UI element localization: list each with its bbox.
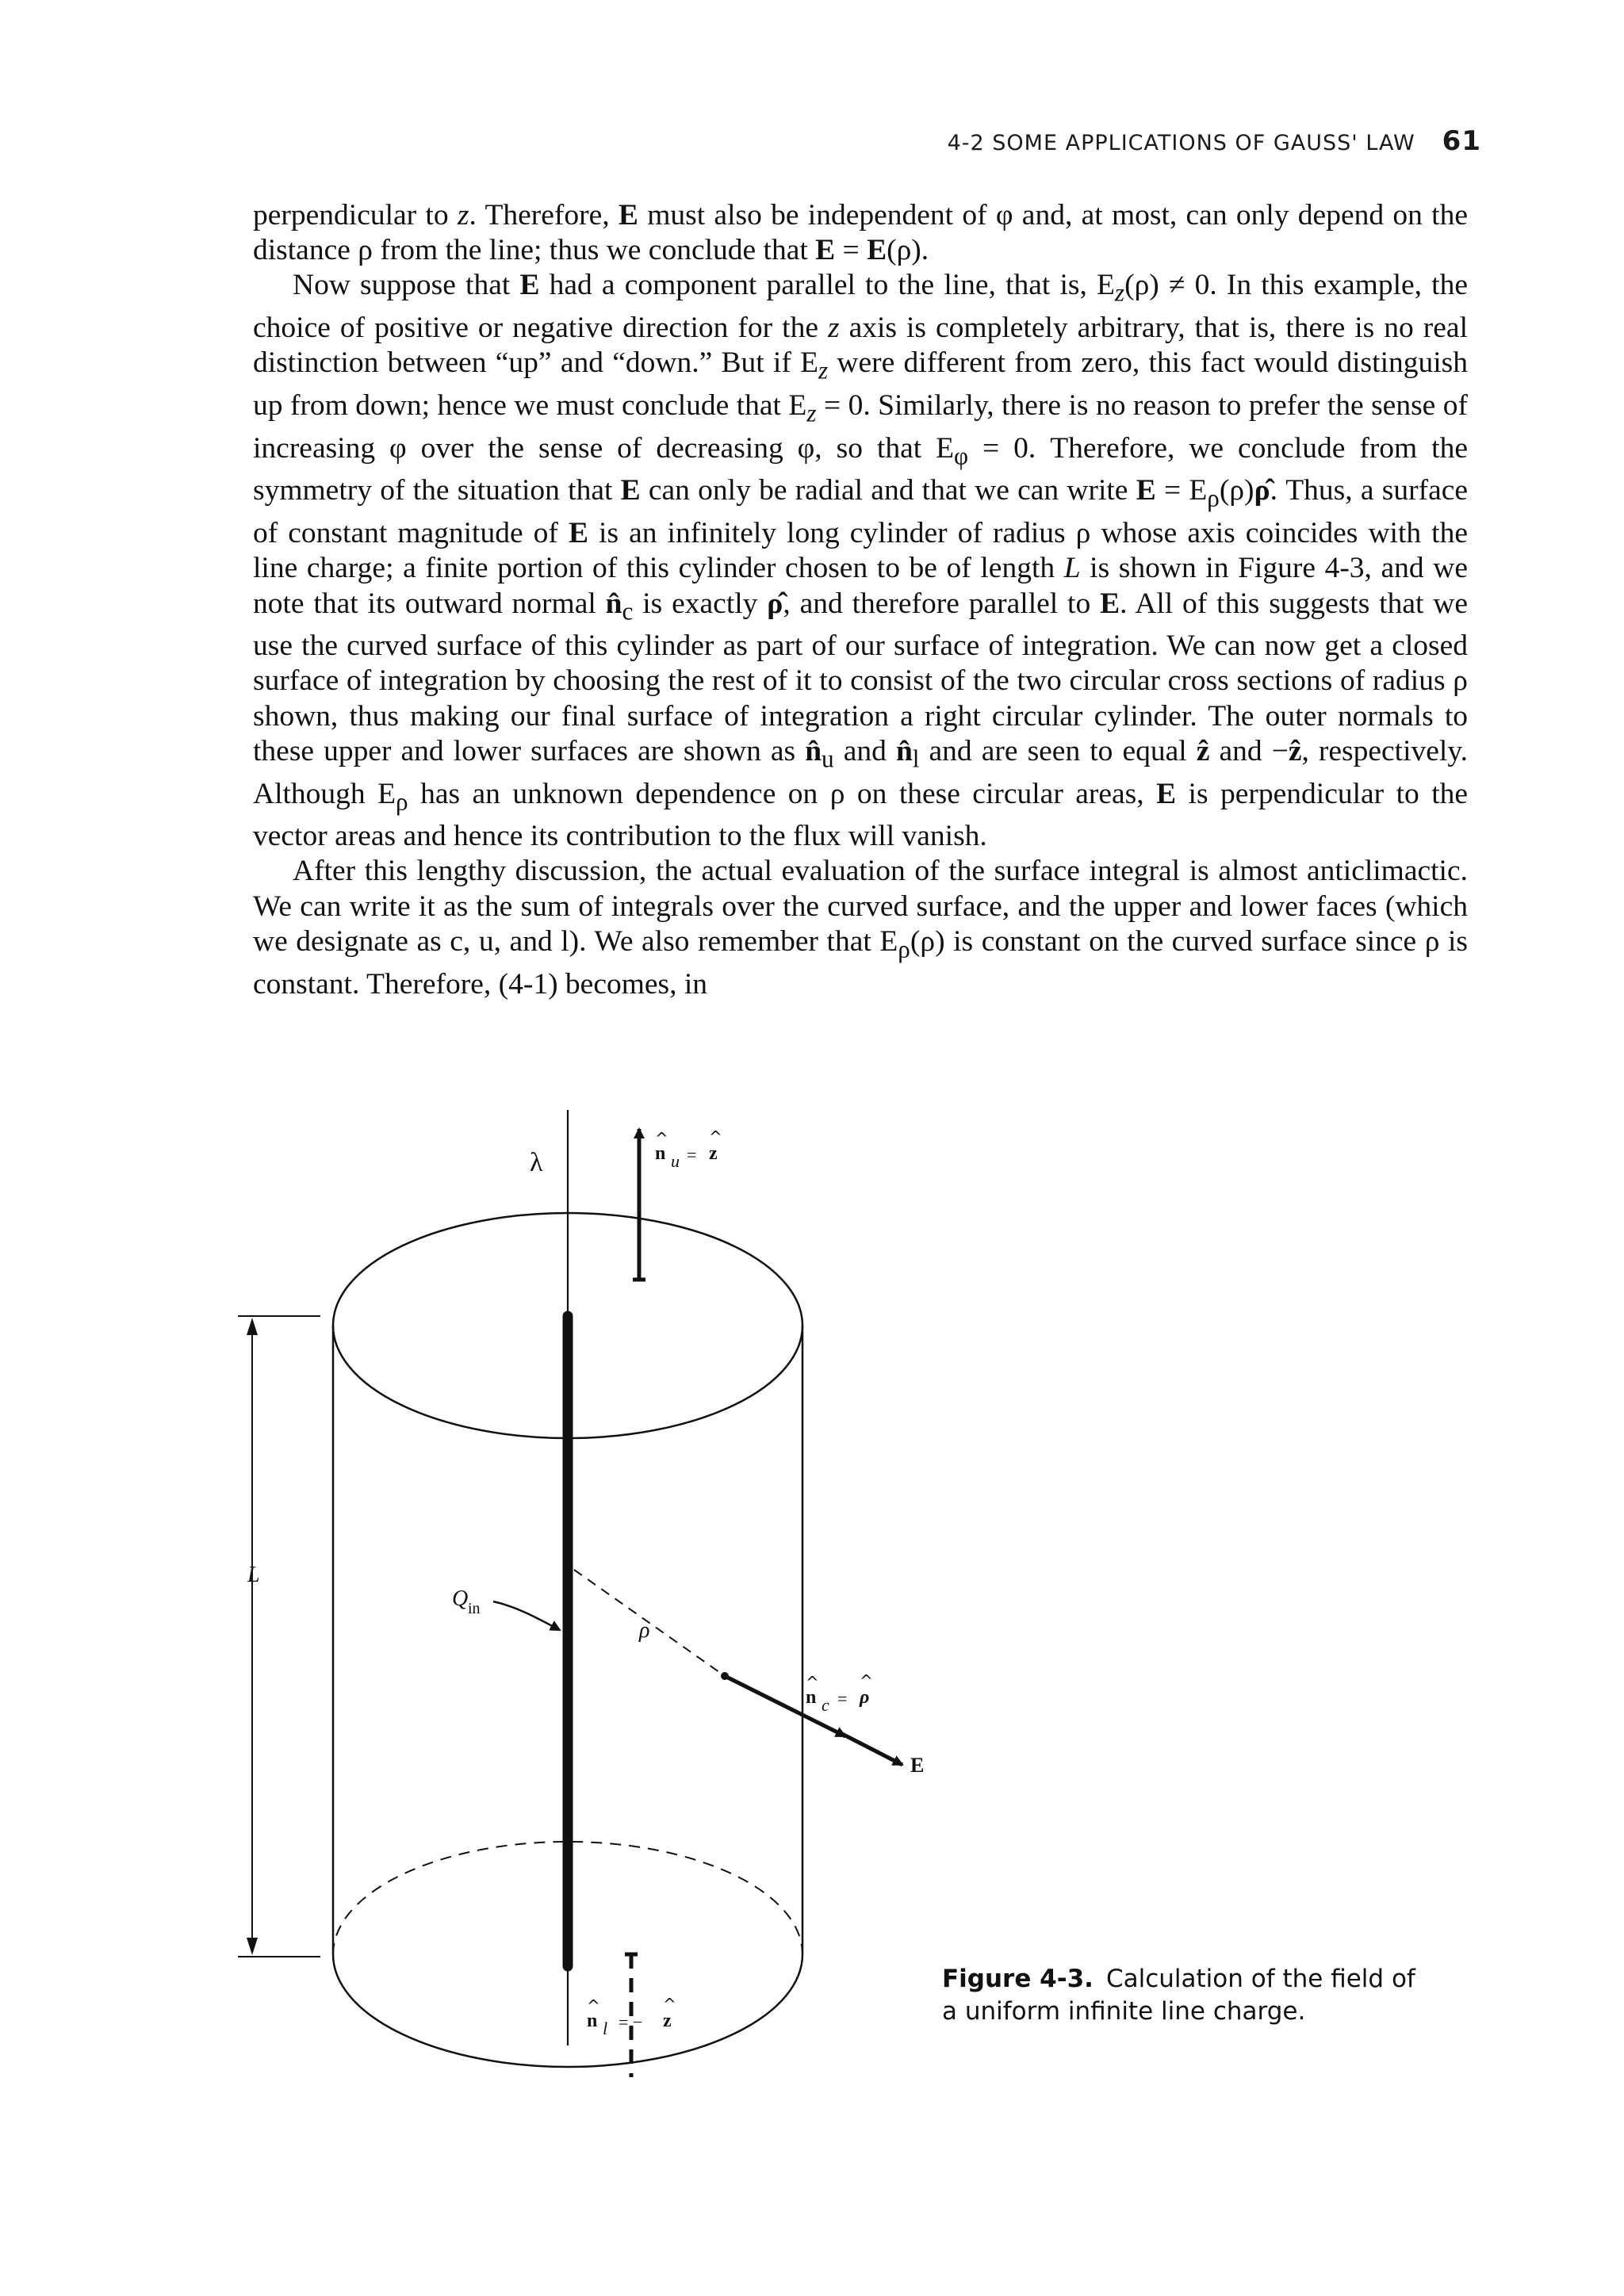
label-n-c-sub: c: [822, 1695, 829, 1715]
label-n-l-eq: = −: [619, 2012, 643, 2032]
label-n-l-rhs-hat: ^: [663, 1995, 676, 2014]
length-arrow-up: [247, 1318, 258, 1335]
field-e-arrow: [841, 1733, 902, 1765]
figure-caption: [942, 1963, 1434, 2028]
label-e-field: E: [910, 1754, 925, 1777]
caption-text: Calculation of the field of a uniform infinite line charge.: [942, 1965, 1415, 2026]
label-n-u-eq: =: [687, 1145, 697, 1165]
paragraph-3: After this lengthy discussion, the actual evaluation of the surface integral is almost anticlimactic. We can write it as the sum of integrals over the curved surface, and the upper and lower faces (which we designate as c, u, and l). We also remember that $E_\rho(\rho)$ is constant on the curved surface since ρ is constant. Therefore, (4-1) becomes, in: [253, 855, 1468, 1001]
figure-4-3: [0, 1094, 1624, 2077]
label-lambda: λ: [530, 1148, 543, 1177]
caption-number: Figure 4-3.: [942, 1965, 1094, 1993]
running-head: [793, 125, 1481, 157]
label-n-u: n: [655, 1143, 666, 1164]
label-n-c-rhs-hat: ^: [860, 1671, 873, 1690]
label-length: L: [247, 1563, 260, 1587]
label-n-c-eq: =: [837, 1689, 848, 1709]
label-n-u-hat: ^: [655, 1129, 668, 1148]
q-in-pointer: [493, 1601, 560, 1630]
body-text: [253, 198, 1468, 1002]
label-q-in: Q: [452, 1586, 469, 1611]
paragraph-1: perpendicular to z. Therefore, E must also be independent of φ and, at most, can only depend on the distance ρ from the line; thus we conclude that E = E(ρ).: [253, 199, 1468, 267]
label-n-c-hat: ^: [806, 1673, 819, 1692]
label-n-l: n: [587, 2011, 598, 2031]
label-n-u-rhs: z: [709, 1143, 718, 1164]
label-q-in-sub: in: [468, 1600, 481, 1617]
label-rho: ρ: [639, 1618, 650, 1643]
section-title: 4-2 SOME APPLICATIONS OF GAUSS' LAW: [947, 131, 1415, 155]
label-n-c-rhs: ρ: [860, 1687, 870, 1708]
label-n-c: n: [806, 1687, 817, 1708]
cylinder-diagram: [0, 1094, 1624, 2077]
label-n-u-sub: u: [671, 1151, 680, 1171]
page-number: 61: [1442, 125, 1481, 157]
length-arrow-down: [247, 1938, 258, 1955]
label-n-l-rhs: z: [663, 2011, 672, 2031]
label-n-l-hat: ^: [587, 1996, 600, 2015]
label-n-u-rhs-hat: ^: [709, 1127, 722, 1146]
label-n-l-sub: l: [603, 2019, 608, 2038]
paragraph-2: Now suppose that E had a component parallel to the line, that is, $E_z(\rho) \ne 0$. In this example, the choice of positive or negative direction for the z axis is completely arbitrary, that is, there is no real distinction between “up” and “down.” But if $E_z$ were different from zero, this fact would distinguish up from down; hence we must conclude that $E_z = 0$. Similarly, there is no reason to prefer the sense of increasing φ over the sense of decreasing φ, so that $E_\varphi = 0$. Therefore, we conclude from the symmetry of the situation that E can only be radial and that we can write $E = E_\rho(\rho)\rhô$. Thus, a surface of constant magnitude of E is an infinitely long cylinder of radius ρ whose axis coincides with the line charge; a finite portion of this cylinder chosen to be of length L is shown in Figure 4-3, and we note that its outward normal $n̂_c$ is exactly ρ̂, and therefore parallel to E. All of this suggests that we use the curved surface of this cylinder as part of our surface of integration. We can now get a closed surface of integration by choosing the rest of it to consist of the two circular cross sections of radius ρ shown, thus making our final surface of integration a right circular cylinder. The outer normals to these upper and lower surfaces are shown as $n̂_u$ and $n̂_l$ and are seen to equal ẑ and −ẑ, respectively. Although $E_\rho$ has an unknown dependence on ρ on these circular areas, E is perpendicular to the vector areas and hence its contribution to the flux will vanish.: [253, 269, 1469, 853]
